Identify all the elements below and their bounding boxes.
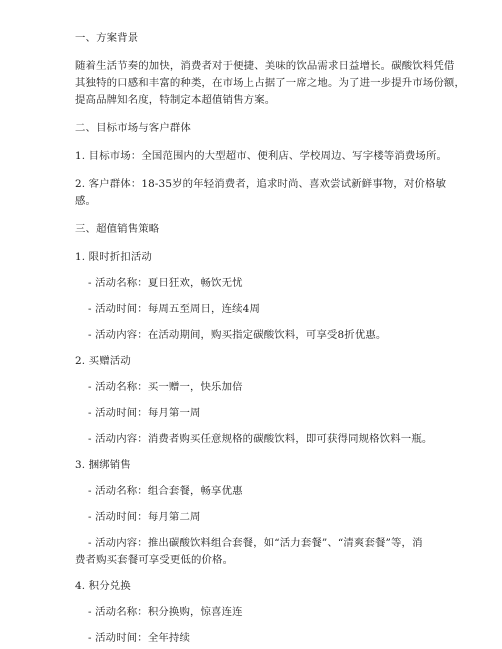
activity-1-title: 1. 限时折扣活动 [75, 251, 152, 263]
activity-2-content: - 活动内容：消费者购买任意规格的碳酸饮料，即可获得同规格饮料一瓶。 [88, 433, 433, 445]
activity-3-content-line-2: 费者购买套餐可享受更低的价格。 [75, 554, 234, 566]
activity-3-name: - 活动名称：组合套餐，畅享优惠 [88, 485, 243, 497]
customer-group-line-2: 感。 [75, 195, 97, 207]
background-paragraph-line-2: 其独特的口感和丰富的种类，在市场上占据了一席之地。为了进一步提升市场份额， [75, 77, 465, 89]
activity-4-title: 4. 积分兑换 [75, 580, 131, 592]
activity-2-title: 2. 买赠活动 [75, 355, 131, 367]
activity-1-content: - 活动内容：在活动期间，购买指定碳酸饮料，可享受8折优惠。 [88, 329, 387, 341]
customer-group-line-1: 2. 客户群体：18-35岁的年轻消费者，追求时尚、喜欢尝试新鲜事物，对价格敏 [75, 178, 447, 190]
activity-2-time: - 活动时间：每月第一周 [88, 407, 201, 419]
activity-2-name: - 活动名称：买一赠一，快乐加倍 [88, 381, 243, 393]
section-heading-strategy: 三、超值销售策略 [75, 223, 160, 235]
activity-3-title: 3. 捆绑销售 [75, 459, 131, 471]
activity-1-name: - 活动名称：夏日狂欢，畅饮无忧 [88, 277, 243, 289]
background-paragraph-line-3: 提高品牌知名度，特制定本超值销售方案。 [75, 94, 276, 106]
section-heading-background: 一、方案背景 [75, 32, 139, 44]
target-market-item: 1. 目标市场：全国范围内的大型超市、便利店、学校周边、写字楼等消费场所。 [75, 150, 448, 162]
section-heading-target-market: 二、目标市场与客户群体 [75, 122, 191, 134]
activity-3-content-line-1: - 活动内容：推出碳酸饮料组合套餐，如“活力套餐”、“清爽套餐”等，消 [88, 537, 423, 549]
activity-4-time: - 活动时间：全年持续 [88, 632, 190, 644]
activity-3-time: - 活动时间：每月第二周 [88, 511, 201, 523]
background-paragraph-line-1: 随着生活节奏的加快，消费者对于便捷、美味的饮品需求日益增长。碳酸饮料凭借 [75, 60, 455, 72]
activity-4-name: - 活动名称：积分换购，惊喜连连 [88, 606, 243, 618]
activity-1-time: - 活动时间：每周五至周日，连续4周 [88, 303, 260, 315]
